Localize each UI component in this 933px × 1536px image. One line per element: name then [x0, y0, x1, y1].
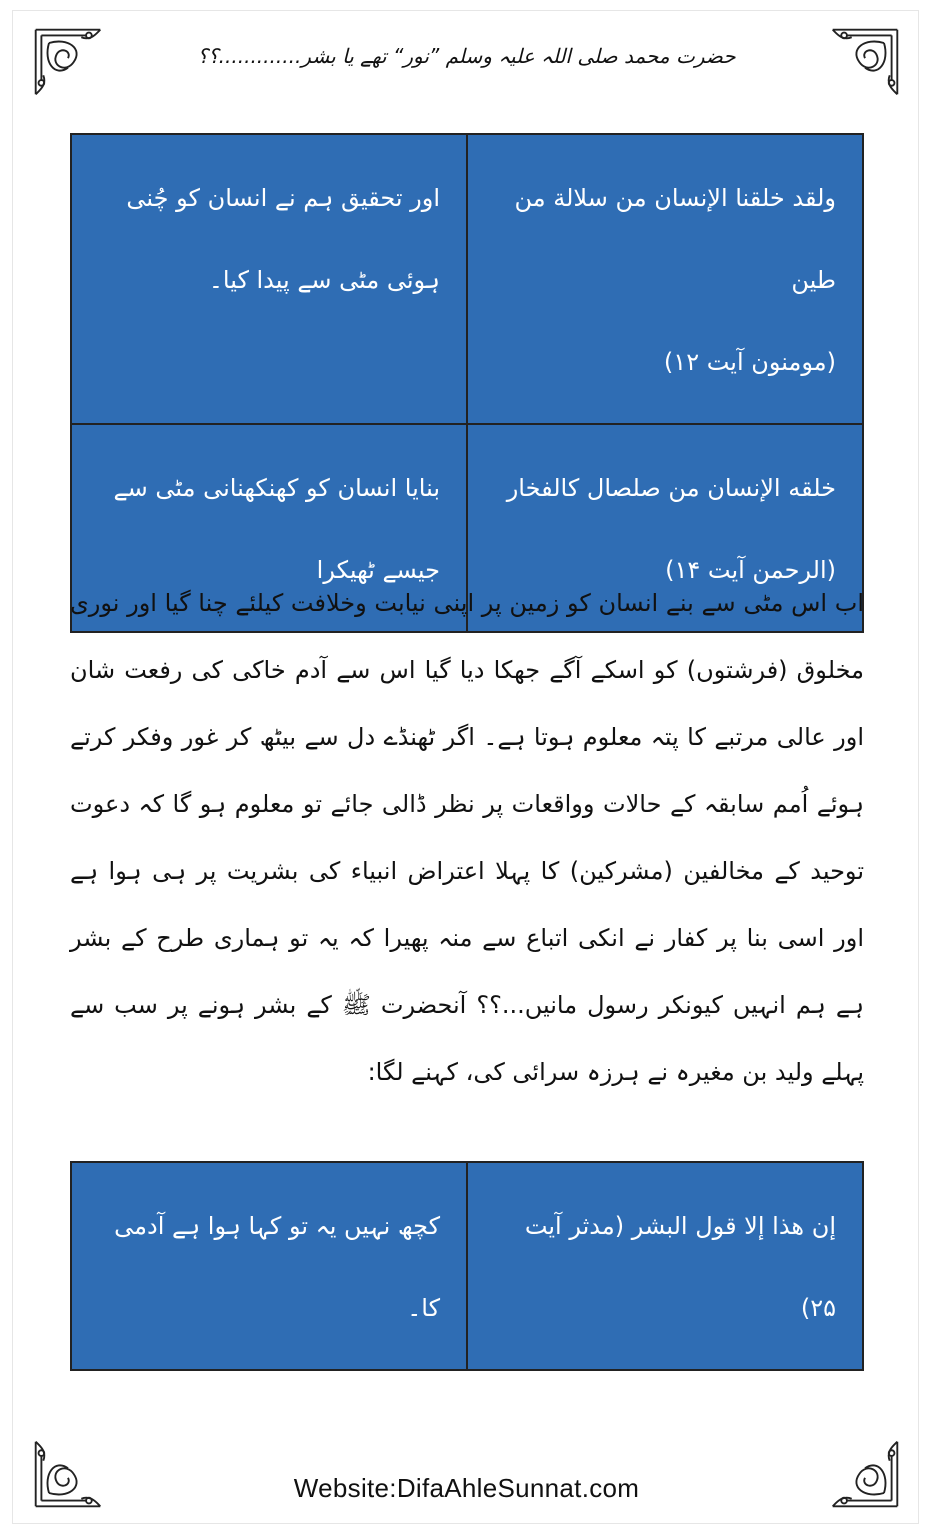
verse-table — [70, 133, 864, 633]
arabic-verse-text: ولقد خلقنا الإنسان من سلالة من طين — [514, 184, 836, 294]
arabic-verse-cell — [467, 1162, 863, 1370]
corner-ornament-icon — [30, 24, 106, 100]
verse-reference: (مومنون آیت ۱۲) — [663, 348, 836, 376]
verse-table — [70, 1161, 864, 1371]
website-footer: Website:DifaAhleSunnat.com — [293, 1473, 640, 1503]
corner-ornament-icon — [827, 24, 903, 100]
urdu-translation-cell — [71, 1162, 467, 1370]
urdu-translation-text: بنایا انسان کو کھنکھنانی مٹی سے جیسے ٹھیکرا — [113, 474, 440, 584]
arabic-verse-cell — [467, 134, 863, 424]
arabic-verse-text: خلقه الإنسان من صلصال كالفخار — [506, 474, 836, 502]
verse-reference: (الرحمن آیت ۱۴) — [665, 556, 836, 584]
urdu-translation-text: کچھ نہیں یہ تو کہا ہوا ہے آدمی کا۔ — [114, 1212, 440, 1322]
body-paragraph: اب اس مٹی سے بنے انسان کو زمین پر اپنی نیابت وخلافت کیلئے چنا گیا اور نوری مخلوق (فرشتوں) کو اسکے آگے جھکا دیا گیا اس سے آدم خاکی کی رفعت شان اور عالی مرتبے کا پتہ معلوم ہوتا ہے۔ اگر ٹھنڈے دل سے بیٹھ کر غور وفکر کرتے ہوئے اُمم سابقہ کے حالات وواقعات پر نظر ڈالی جائے تو معلوم ہو گا کہ دعوت توحید کے مخالفین (مشرکین) کا پہلا اعتراض انبیاء کی بشریت پر ہی ہوا ہے اور اسی بنا پر کفار نے انکی اتباع سے منہ پھیرا کہ یہ تو ہماری طرح کے بشر ہے ہم انہیں کیونکر رسول مانیں...؟؟ آنحضرت ﷺ کے بشر ہونے پر سب سے پہلے ولید بن مغیرہ نے ہرزہ سرائی کی، کہنے لگا: — [70, 589, 864, 1086]
urdu-translation-text: اور تحقیق ہم نے انسان کو چُنی ہوئی مٹی سے پیدا کیا۔ — [126, 184, 440, 294]
arabic-verse-text: إن هذا إلا قول البشر (مدثر آیت ۲۵) — [524, 1212, 836, 1322]
table-row — [71, 1162, 863, 1370]
urdu-translation-cell — [71, 134, 467, 424]
page-title: حضرت محمد صلی اللہ علیہ وسلم ”نور“ تھے یا بشر.............؟؟ — [197, 44, 736, 68]
table-row — [71, 134, 863, 424]
